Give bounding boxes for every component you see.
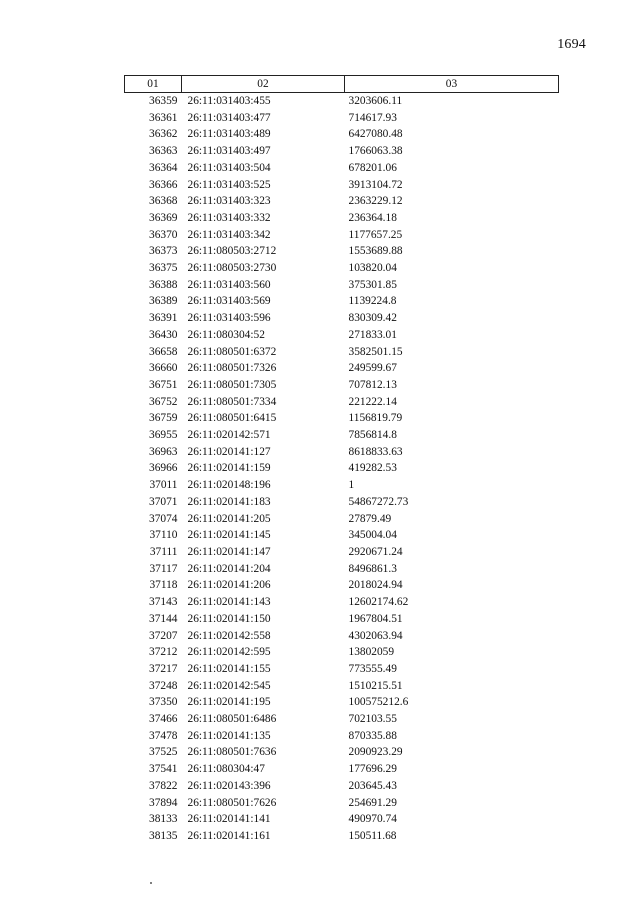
table-cell-col-02: 26:11:020141:159 [187, 462, 271, 475]
table-cell-col-01: 37822 [149, 779, 178, 792]
table-header [125, 76, 559, 93]
table-cell-col-01: 36373 [149, 245, 178, 258]
table-row [125, 293, 559, 310]
table-cell-col-01: 37144 [149, 612, 178, 625]
table-cell-col-01: 36955 [149, 429, 178, 442]
table-row [125, 460, 559, 477]
table-row [125, 744, 559, 761]
table-row [125, 628, 559, 645]
table-cell-col-03: 773555.49 [348, 662, 397, 675]
table-cell-col-01: 36361 [149, 111, 178, 124]
table-cell-col-02: 26:11:020141:141 [187, 813, 271, 826]
table-cell-col-02: 26:11:080501:7326 [187, 362, 277, 375]
table-cell-col-03: 27879.49 [348, 512, 392, 525]
table-cell-col-02: 26:11:020148:196 [187, 479, 271, 492]
table-row [125, 511, 559, 528]
table-cell-col-02: 26:11:080501:6486 [187, 713, 277, 726]
table-cell-col-03: 1 [348, 479, 355, 492]
table-row [125, 394, 559, 411]
table-cell-col-02: 26:11:031403:504 [187, 161, 271, 174]
table-cell-col-02: 26:11:080503:2730 [187, 262, 277, 275]
table-row [125, 544, 559, 561]
table-cell-col-02: 26:11:031403:525 [187, 178, 271, 191]
table-cell-col-02: 26:11:080501:6415 [187, 412, 277, 425]
table-cell-col-02: 26:11:020142:558 [187, 629, 271, 642]
table-row [125, 327, 559, 344]
table-cell-col-03: 177696.29 [348, 763, 397, 776]
table-cell-col-03: 249599.67 [348, 362, 397, 375]
table-row [125, 377, 559, 394]
column-header-03: 03 [345, 76, 559, 93]
table-cell-col-02: 26:11:020141:205 [187, 512, 271, 525]
table-cell-col-03: 2920671.24 [348, 545, 403, 558]
table-cell-col-03: 271833.01 [348, 328, 397, 341]
table-cell-col-03: 2090923.29 [348, 746, 403, 759]
table-cell-col-01: 36759 [149, 412, 178, 425]
table-cell-col-01: 37207 [149, 629, 178, 642]
table-cell-col-01: 37525 [149, 746, 178, 759]
table-cell-col-03: 13802059 [348, 646, 395, 659]
table-row [125, 644, 559, 661]
table-cell-col-01: 38133 [149, 813, 178, 826]
table-row [125, 694, 559, 711]
table-row [125, 795, 559, 812]
table-cell-col-01: 36364 [149, 161, 178, 174]
table-cell-col-03: 830309.42 [348, 312, 397, 325]
table-row [125, 126, 559, 143]
table-cell-col-02: 26:11:031403:455 [187, 95, 271, 107]
table-cell-col-01: 37466 [149, 713, 178, 726]
table-cell-col-01: 36389 [149, 295, 178, 308]
table-cell-col-03: 1177657.25 [348, 228, 403, 241]
table-cell-col-01: 37074 [149, 512, 178, 525]
table-row [125, 594, 559, 611]
table-cell-col-03: 1967804.51 [348, 612, 403, 625]
table-cell-col-01: 36366 [149, 178, 178, 191]
table-row [125, 477, 559, 494]
table-cell-col-03: 419282.53 [348, 462, 397, 475]
table-cell-col-02: 26:11:031403:477 [187, 111, 271, 124]
page-number: 1694 [557, 37, 586, 52]
table-row [125, 527, 559, 544]
table-cell-col-01: 37212 [149, 646, 178, 659]
table-cell-col-03: 236364.18 [348, 211, 397, 224]
table-cell-col-03: 707812.13 [348, 378, 397, 391]
table-cell-col-02: 26:11:020141:204 [187, 562, 271, 575]
table-cell-col-02: 26:11:031403:332 [187, 211, 271, 224]
table-cell-col-01: 37217 [149, 662, 178, 675]
table-row [125, 577, 559, 594]
stray-mark [150, 882, 152, 884]
table-cell-col-01: 37350 [149, 696, 178, 709]
table-cell-col-02: 26:11:080501:6372 [187, 345, 277, 358]
table-row [125, 143, 559, 160]
table-cell-col-03: 254691.29 [348, 796, 397, 809]
table-cell-col-03: 702103.55 [348, 713, 397, 726]
table-row [125, 561, 559, 578]
table-cell-col-02: 26:11:080501:7334 [187, 395, 277, 408]
table-cell-col-03: 1766063.38 [348, 145, 403, 158]
table-cell-col-01: 36363 [149, 145, 178, 158]
table-cell-col-03: 678201.06 [348, 161, 397, 174]
table-cell-col-03: 3913104.72 [348, 178, 403, 191]
table-row [125, 260, 559, 277]
table-cell-col-03: 54867272.73 [348, 495, 409, 508]
table-cell-col-02: 26:11:020142:595 [187, 646, 271, 659]
table-cell-col-01: 36369 [149, 211, 178, 224]
table-cell-col-03: 8496861.3 [348, 562, 397, 575]
table-cell-col-01: 36391 [149, 312, 178, 325]
table-cell-col-02: 26:11:080501:7636 [187, 746, 277, 759]
table-cell-col-02: 26:11:020141:155 [187, 662, 271, 675]
table-cell-col-03: 4302063.94 [348, 629, 403, 642]
table-cell-col-01: 36359 [149, 95, 178, 107]
table-row [125, 678, 559, 695]
table-cell-col-03: 7856814.8 [348, 429, 397, 442]
table-cell-col-02: 26:11:020142:571 [187, 429, 271, 442]
table-cell-col-03: 870335.88 [348, 729, 397, 742]
table-cell-col-01: 37143 [149, 596, 178, 609]
table-row [125, 778, 559, 795]
table-cell-col-03: 714617.93 [348, 111, 397, 124]
table-cell-col-01: 37118 [149, 579, 178, 592]
table-cell-col-02: 26:11:020141:183 [187, 495, 271, 508]
table-cell-col-03: 6427080.48 [348, 128, 403, 141]
table-cell-col-03: 221222.14 [348, 395, 397, 408]
table-row [125, 711, 559, 728]
table-row [125, 227, 559, 244]
table-cell-col-02: 26:11:031403:596 [187, 312, 271, 325]
table-cell-col-01: 36658 [149, 345, 178, 358]
table-cell-col-02: 26:11:031403:342 [187, 228, 271, 241]
table-cell-col-02: 26:11:020141:195 [187, 696, 271, 709]
table-cell-col-01: 36388 [149, 278, 178, 291]
table-cell-col-03: 8618833.63 [348, 445, 403, 458]
table-row [125, 444, 559, 461]
table-cell-col-02: 26:11:080503:2712 [187, 245, 277, 258]
table-cell-col-01: 36963 [149, 445, 178, 458]
table-cell-col-02: 26:11:020141:150 [187, 612, 271, 625]
table-cell-col-02: 26:11:020141:161 [187, 829, 271, 842]
table-row [125, 160, 559, 177]
table-row [125, 277, 559, 294]
table-row [125, 93, 559, 110]
table-row [125, 828, 559, 845]
table-row [125, 110, 559, 127]
table-row [125, 177, 559, 194]
table-cell-col-01: 37011 [149, 479, 178, 492]
table-cell-col-03: 103820.04 [348, 262, 397, 275]
table-cell-col-03: 203645.43 [348, 779, 397, 792]
table-cell-col-02: 26:11:020141:145 [187, 529, 271, 542]
table-cell-col-03: 1156819.79 [348, 412, 403, 425]
column-header-02: 02 [182, 76, 345, 93]
table-cell-col-02: 26:11:020141:206 [187, 579, 271, 592]
table-cell-col-01: 36752 [149, 395, 178, 408]
table-cell-col-01: 37110 [149, 529, 178, 542]
table-cell-col-02: 26:11:020143:396 [187, 779, 271, 792]
table-row [125, 193, 559, 210]
table-cell-col-03: 2018024.94 [348, 579, 403, 592]
table-cell-col-01: 37071 [149, 495, 178, 508]
table-row [125, 661, 559, 678]
table-cell-col-03: 150511.68 [348, 829, 397, 842]
table-cell-col-01: 37248 [149, 679, 178, 692]
table-cell-col-03: 12602174.62 [348, 596, 409, 609]
table-cell-col-02: 26:11:080304:52 [187, 328, 265, 341]
table-cell-col-01: 36430 [149, 328, 178, 341]
table-cell-col-01: 37541 [149, 763, 178, 776]
table-cell-col-02: 26:11:031403:323 [187, 195, 271, 208]
table-cell-col-01: 37894 [149, 796, 178, 809]
table-cell-col-02: 26:11:031403:489 [187, 128, 271, 141]
table-cell-col-02: 26:11:031403:560 [187, 278, 271, 291]
data-table [124, 75, 559, 845]
table-cell-col-02: 26:11:080304:47 [187, 763, 265, 776]
table-row [125, 494, 559, 511]
table-cell-col-01: 36375 [149, 262, 178, 275]
table-cell-col-01: 37111 [149, 545, 178, 558]
table-cell-col-02: 26:11:080501:7305 [187, 378, 277, 391]
table-cell-col-03: 2363229.12 [348, 195, 403, 208]
table-row [125, 344, 559, 361]
table-row [125, 210, 559, 227]
table-cell-col-02: 26:11:020141:147 [187, 545, 271, 558]
table-row [125, 310, 559, 327]
table-cell-col-02: 26:11:020142:545 [187, 679, 271, 692]
table-cell-col-02: 26:11:031403:569 [187, 295, 271, 308]
table-cell-col-01: 38135 [149, 829, 178, 842]
table-cell-col-03: 3203606.11 [348, 95, 403, 107]
table-row [125, 728, 559, 745]
header-row [125, 76, 559, 93]
table-cell-col-03: 345004.04 [348, 529, 397, 542]
table-row [125, 611, 559, 628]
table-cell-col-01: 36370 [149, 228, 178, 241]
table-cell-col-03: 100575212.6 [348, 696, 409, 709]
table-cell-col-02: 26:11:031403:497 [187, 145, 271, 158]
table-cell-col-03: 375301.85 [348, 278, 397, 291]
table-row [125, 811, 559, 828]
table-cell-col-01: 36660 [149, 362, 178, 375]
table-row [125, 761, 559, 778]
table-row [125, 427, 559, 444]
table-cell-col-03: 490970.74 [348, 813, 397, 826]
table-cell-col-02: 26:11:020141:127 [187, 445, 271, 458]
table-cell-col-01: 36368 [149, 195, 178, 208]
table-body [125, 93, 559, 845]
table-cell-col-01: 37478 [149, 729, 178, 742]
table-row [125, 243, 559, 260]
table-cell-col-01: 36362 [149, 128, 178, 141]
table-cell-col-03: 1139224.8 [348, 295, 397, 308]
table-row [125, 410, 559, 427]
table-cell-col-01: 37117 [149, 562, 178, 575]
table-cell-col-03: 1553689.88 [348, 245, 403, 258]
table-cell-col-03: 3582501.15 [348, 345, 403, 358]
table-cell-col-02: 26:11:020141:135 [187, 729, 271, 742]
table-cell-col-01: 36751 [149, 378, 178, 391]
table-cell-col-01: 36966 [149, 462, 178, 475]
table-row [125, 360, 559, 377]
column-header-01: 01 [125, 76, 182, 93]
table-cell-col-03: 1510215.51 [348, 679, 403, 692]
table-cell-col-02: 26:11:020141:143 [187, 596, 271, 609]
table-cell-col-02: 26:11:080501:7626 [187, 796, 277, 809]
